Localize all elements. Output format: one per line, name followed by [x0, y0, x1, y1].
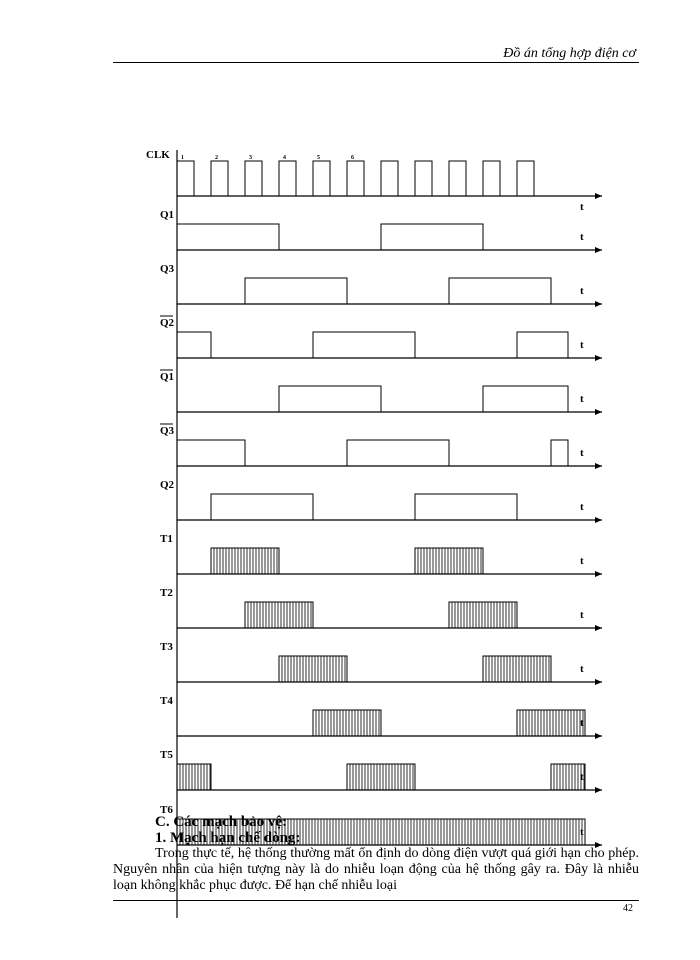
pulse-train-envelope: [449, 602, 517, 628]
signal-axis-t-label: t: [580, 501, 584, 513]
signal-label: Q3: [160, 425, 175, 437]
signal-label: T2: [160, 587, 173, 599]
signal-axis-t-label: t: [580, 447, 584, 459]
clock-pulse-number: 1: [181, 155, 184, 161]
square-pulse: [177, 332, 211, 358]
signal-label: T5: [160, 749, 173, 761]
section-heading: C. Các mạch bảo vệ:: [155, 814, 288, 830]
footer-rule: [113, 900, 639, 901]
signal-row-q2: [160, 479, 602, 523]
signal-axis-t-label: t: [580, 609, 584, 621]
signal-axis-arrow: [595, 355, 602, 361]
square-pulse: [279, 386, 381, 412]
signal-axis-t-label: t: [580, 717, 584, 729]
pulse-train-envelope: [279, 656, 347, 682]
signal-row-t1: [160, 533, 602, 577]
square-pulse: [347, 440, 449, 466]
signal-axis-arrow: [595, 679, 602, 685]
signal-axis-arrow: [595, 571, 602, 577]
signal-label: Q1: [160, 209, 175, 221]
square-pulse: [551, 440, 568, 466]
clock-axis-t-label: t: [580, 201, 584, 213]
square-pulse: [177, 224, 279, 250]
signal-axis-arrow: [595, 517, 602, 523]
signal-row-q1: [160, 209, 602, 253]
signal-axis-arrow: [595, 733, 602, 739]
clock-pulse-number: 3: [249, 155, 252, 161]
body-paragraph: Trong thực tế, hệ thống thường mất ổn định do dòng điện vượt quá giới hạn cho phép. Nguyên nhân của hiện tượng này là do nhiễu loạn động của hệ thống gây ra. Đây là nhiễu loạn không khắc phục được. Để hạn chế nhiễu loại: [113, 846, 639, 893]
page-number: 42: [623, 903, 633, 914]
signal-label: Q2: [160, 317, 175, 329]
pulse-train-envelope: [245, 602, 313, 628]
signal-row-t5: [160, 749, 602, 793]
clock-pulse-number: 5: [317, 155, 320, 161]
pulse-train-hatching: [248, 602, 311, 628]
pulse-train-hatching: [520, 710, 583, 736]
signal-row-q3: [160, 263, 602, 307]
pulse-train-hatching: [316, 710, 379, 736]
signal-axis-arrow: [595, 247, 602, 253]
signal-row-t3: [160, 641, 602, 685]
square-pulse: [211, 494, 313, 520]
signal-axis-t-label: t: [580, 285, 584, 297]
square-pulse: [415, 494, 517, 520]
signal-rows: [160, 209, 602, 848]
signal-row-t2: [160, 587, 602, 631]
signal-label: T4: [160, 695, 173, 707]
signal-axis-t-label: t: [580, 339, 584, 351]
signal-axis-t-label: t: [580, 555, 584, 567]
pulse-train-hatching: [214, 548, 277, 574]
header-title: Đồ án tổng hợp điện cơ: [503, 46, 636, 61]
pulse-train-envelope: [415, 548, 483, 574]
signal-axis-t-label: t: [580, 771, 584, 783]
clock-pulse-number: 6: [351, 155, 354, 161]
pulse-train-envelope: [177, 764, 211, 790]
signal-row-t4: [160, 695, 602, 739]
pulse-train-hatching: [452, 602, 515, 628]
square-pulse: [313, 332, 415, 358]
pulse-train-hatching: [180, 764, 210, 790]
pulse-train-envelope: [211, 548, 279, 574]
pulse-train-envelope: [347, 764, 415, 790]
pulse-train-hatching: [486, 656, 549, 682]
square-pulse: [381, 224, 483, 250]
signal-axis-t-label: t: [580, 231, 584, 243]
signal-row-q3-bar: [160, 424, 602, 469]
signal-row-q1-bar: [160, 370, 602, 415]
signal-label: Q3: [160, 263, 175, 275]
square-pulse: [483, 386, 568, 412]
square-pulse: [177, 440, 245, 466]
signal-label: Q2: [160, 479, 175, 491]
pulse-train-hatching: [282, 656, 345, 682]
clock-pulse-number: 4: [283, 155, 286, 161]
signal-axis-t-label: t: [580, 663, 584, 675]
pulse-train-envelope: [483, 656, 551, 682]
signal-axis-arrow: [595, 409, 602, 415]
clock-axis-arrow: [595, 193, 602, 199]
pulse-train-hatching: [350, 764, 413, 790]
clock-label: CLK: [146, 149, 170, 161]
clock-waveform: [177, 161, 551, 196]
signal-label: T1: [160, 533, 173, 545]
signal-axis-arrow: [595, 301, 602, 307]
subsection-heading: 1. Mạch hạn chế dòng:: [155, 830, 301, 846]
signal-label: Q1: [160, 371, 175, 383]
signal-label: T3: [160, 641, 173, 653]
pulse-train-envelope: [517, 710, 585, 736]
signal-row-q2-bar: [160, 316, 602, 361]
pulse-train-envelope: [313, 710, 381, 736]
clock-row: [146, 149, 602, 213]
signal-label: T6: [160, 804, 173, 816]
square-pulse: [517, 332, 568, 358]
signal-axis-arrow: [595, 625, 602, 631]
clock-pulse-number: 2: [215, 155, 218, 161]
square-pulse: [245, 278, 347, 304]
signal-axis-t-label: t: [580, 826, 584, 838]
signal-axis-t-label: t: [580, 393, 584, 405]
pulse-train-hatching: [418, 548, 481, 574]
signal-axis-arrow: [595, 787, 602, 793]
square-pulse: [449, 278, 551, 304]
signal-axis-arrow: [595, 463, 602, 469]
